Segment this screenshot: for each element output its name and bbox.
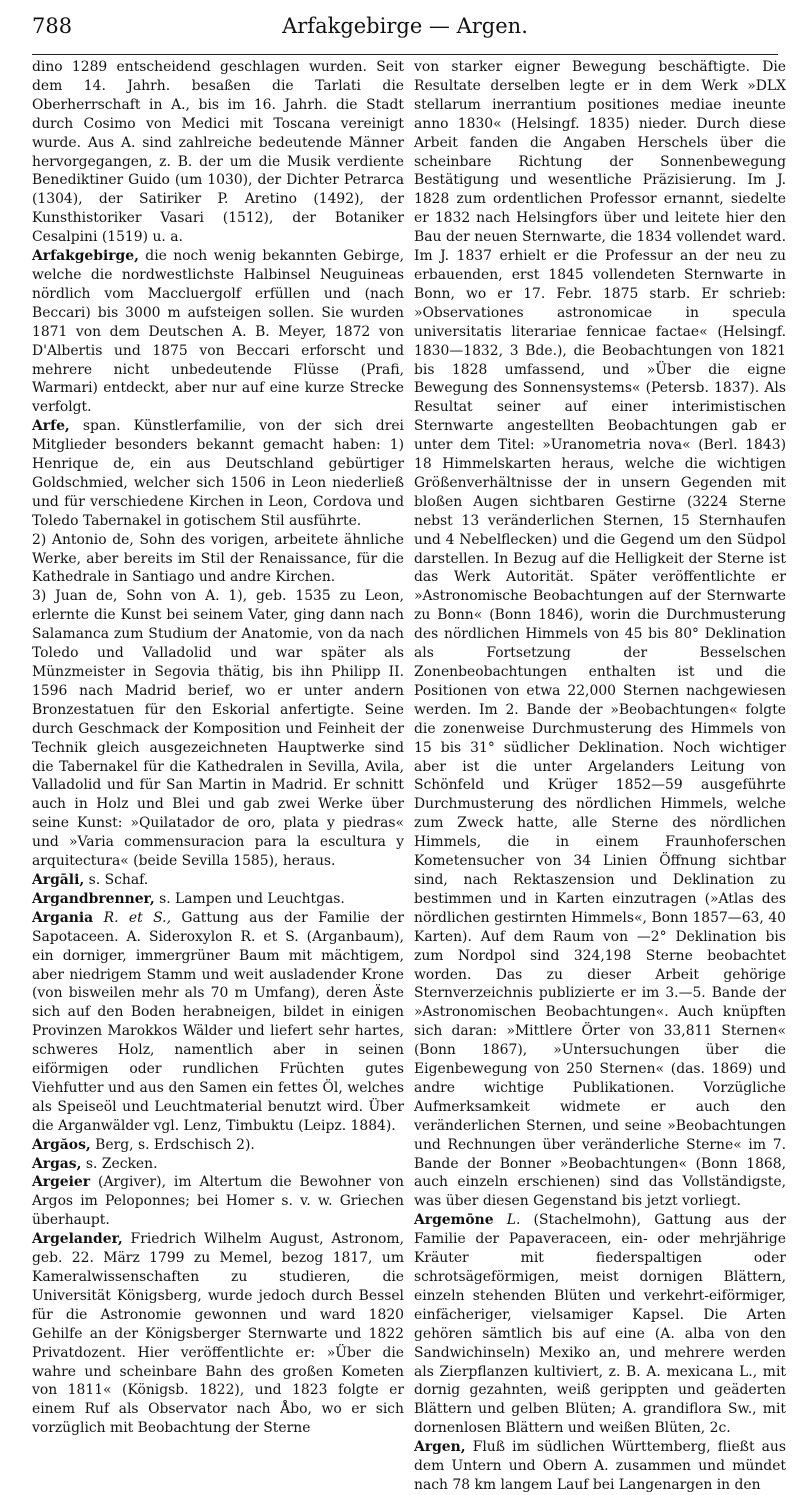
headword: Argelander, bbox=[32, 1231, 123, 1248]
headword: Argeier bbox=[32, 1174, 91, 1191]
headword: Argăos, bbox=[32, 1136, 91, 1153]
entry-argas: Argas, s. Zecken. bbox=[32, 1155, 158, 1172]
running-head: Arfakgebirge — Argen. bbox=[282, 14, 528, 38]
entry-arezzo-continuation: dino 1289 entscheidend geschlagen wurden. Seit dem 14. Jahrh. besaßen die Tarlati die Oberherrschaft in A., bis im 16. Jahrh. die Stadt durch Cosimo von Medici mit Toscana vereinigt wurde. Aus A. sind zahlreiche bedeutende Männer hervorgegangen, z. B. der um die Musik verdiente Benediktiner Guido (um 1030), der Dichter Petrarca (1304), der Satiriker P. Aretino (1492), der Kunsthistoriker Vasari (1512), der Botaniker Cesalpini (1519) u. a. bbox=[32, 59, 404, 246]
headword: Arfe, bbox=[32, 418, 70, 435]
page-header bbox=[32, 14, 778, 44]
entry-argeier: Argeier (Argiver), im Altertum die Bewohner von Argos im Peloponnes; bei Homer s. v. w. Griechen überhaupt. bbox=[32, 1174, 404, 1229]
entry-argen: Argen, Fluß im südlichen Württemberg, fließt aus dem Untern und Obern A. zusammen und mündet nach 78 km langem Lauf bei Langenargen in den bbox=[414, 1439, 786, 1493]
headword: Argemōne bbox=[414, 1212, 494, 1229]
entry-arfe-2: 2) Antonio de, Sohn des vorigen, arbeitete ähnliche Werke, aber bereits im Stil der Renaissance, für die Kathedrale in Santiago und andre Kirchen. bbox=[32, 531, 404, 586]
entry-argemone: Argemōne L. (Stachelmohn), Gattung aus der Familie der Papaveraceen, ein- oder mehrjährige Kräuter mit fiederspaltigen oder schrotsägeförmigen, meist dornigen Blättern, einzeln stehenden Blüten und verkehrt-eiförmiger, einfächeriger, vielsamiger Kapsel. Die Arten gehören sämtlich bis auf eine (A. alba von den Sandwichinseln) Mexiko an, und mehrere werden als Zierpflanzen kultiviert, z. B. A. mexicana L., mit dornig gezahnten, weiß gerippten und geäderten Blättern und gelben Blüten; A. grandiflora Sw., mit dornenlosen Blättern und weißen Blüten, 2c. bbox=[414, 1212, 786, 1437]
entry-argelander: Argelander, Friedrich Wilhelm August, Astronom, geb. 22. März 1799 zu Memel, bezog 1817, um Kameralwissenschaften zu studieren, die Universität Königsberg, wurde jedoch durch Bessel für die Astronomie gewonnen und ward 1820 Gehilfe an der Königsberger Sternwarte und 1822 Privatdozent. Hier veröffentlichte er: »Über die wahre und scheinbare Bahn des großen Kometen von 1811« (Königsb. 1822), und 1823 folgte er einem Ruf als Observator nach Åbo, wo er sich vorzüglich mit Beobachtung der Sterne bbox=[32, 1231, 404, 1437]
entry-argaos: Argăos, Berg, s. Erdschisch 2). bbox=[32, 1136, 255, 1153]
headword: Argāli, bbox=[32, 871, 85, 888]
headword: Arfakgebirge, bbox=[32, 248, 139, 265]
right-column bbox=[414, 58, 786, 1495]
entry-argelander-continuation: von starker eigner Bewegung beschäftigte. Die Resultate derselben legte er in dem Werk »DLX stellarum inerrantium positiones mediae ineunte anno 1830« (Helsingf. 1835) nieder. Durch diese Arbeit fanden die Angaben Herschels über die scheinbare Richtung der Sonnenbewegung Bestätigung und wesentliche Präzisierung. Im J. 1828 zum ordentlichen Professor ernannt, siedelte er 1832 nach Helsingfors über und leitete hier den Bau der neuen Sternwarte, die 1834 vollendet ward. Im J. 1837 erhielt er die Professur an der neu zu erbauenden, erst 1845 vollendeten Sternwarte in Bonn, wo er 17. Febr. 1875 starb. Er schrieb: »Observationes astronomicae in specula universitatis literariae fennicae factae« (Helsingf. 1830—1832, 3 Bde.), die Beobachtungen von 1821 bis 1828 umfassend, und »Über die eigne Bewegung des Sonnensystems« (Petersb. 1837). Als Resultat seiner auf einer interimistischen Sternwarte angestellten Beobachtungen gab er unter dem Titel: »Uranometria nova« (Berl. 1843) 18 Himmelskarten heraus, welche die wichtigen Größenverhältnisse der in unsern Gegenden mit bloßen Augen sichtbaren Gestirne (3224 Sterne nebst 13 veränderlichen Sternen, 15 Sternhaufen und 4 Nebelflecken) und die Gegend um den Südpol darstellen. In Bezug auf die Helligkeit der Sterne ist das Werk Autorität. Später veröffentlichte er »Astronomische Beobachtungen auf der Sternwarte zu Bonn« (Bonn 1846), worin die Durchmusterung des nördlichen Himmels von 45 bis 80° Deklination als Fortsetzung der Besselschen Zonenbeobachtungen enthalten ist und die Positionen von etwa 22,000 Sternen nachgewiesen werden. Im 2. Bande der »Beobachtungen« folgte die zonenweise Durchmusterung des Himmels von 15 bis 31° südlicher Deklination. Noch wichtiger aber ist die unter Argelanders Leitung von Schönfeld und Krüger 1852—59 ausgeführte Durchmusterung des nördlichen Himmels, welche zum Zweck hatte, alle Sterne des nördlichen Himmels, die in einem Fraunhoferschen Kometensucher von 34 Linien Öffnung sichtbar sind, nach Rektaszension und Deklination zu bestimmen und in Karten einzutragen (»Atlas des nördlichen gestirnten Himmels«, Bonn 1857—63, 40 Karten). Auf dem Raum von —2° Deklination bis zum Nordpol sind 324,198 Sterne beobachtet worden. Das zu dieser Arbeit gehörige Sternverzeichnis publizierte er im 3.—5. Bande der »Astronomischen Beobachtungen«. Auch knüpften sich daran: »Mittlere Örter von 33,811 Sternen« (Bonn 1867), »Untersuchungen über die Eigenbewegung von 250 Sternen« (das. 1869) und andre wichtige Publikationen. Vorzügliche Aufmerksamkeit widmete er auch den veränderlichen Sternen, und seine »Beobachtungen und Rechnungen über veränderliche Sterne« im 7. Bande der Bonner »Beobachtungen« (Bonn 1868, auch einzeln erschienen) sind das Vollständigste, was über diesen Gegenstand bis jetzt vorliegt. bbox=[414, 59, 786, 1210]
headword: Argandbrenner, bbox=[32, 890, 155, 907]
entry-arfe-3: 3) Juan de, Sohn von A. 1), geb. 1535 zu Leon, erlernte die Kunst bei seinem Vater, ging dann nach Salamanca zum Studium der Anatomie, von da nach Toledo und Valladolid und war später als Münzmeister in Segovia thätig, bis ihn Philipp II. 1596 nach Madrid berief, wo er unter andern Bronzestatuen für den Eskorial anfertigte. Seine durch Geschmack der Komposition und Feinheit der Technik gleich ausgezeichneten Hauptwerke sind die Tabernakel für die Kathedralen in Sevilla, Avila, Valladolid und für San Martin in Madrid. Er schnitt auch in Holz und Blei und gab zwei Werke über seine Kunst: »Quilatador de oro, plata y piedras« und »Varia commensuracion para la escultura y arquitectura« (beide Sevilla 1585), heraus. bbox=[32, 588, 404, 870]
headword: Argen, bbox=[414, 1439, 466, 1456]
entry-argandbrenner: Argandbrenner, s. Lampen und Leuchtgas. bbox=[32, 890, 345, 907]
entry-arfe: Arfe, span. Künstlerfamilie, von der sich drei Mitglieder besonders bekannt gemacht haben: 1) Henrique de, ein aus Deutschland gebürtiger Goldschmied, welcher sich 1506 in Leon niederließ und für verschiedene Kirchen in Leon, Cordova und Toledo Tabernakel in gotischem Stil ausführte. bbox=[32, 418, 404, 529]
headword: Argas, bbox=[32, 1155, 82, 1172]
entry-argali: Argāli, s. Schaf. bbox=[32, 871, 149, 888]
header-rule bbox=[32, 54, 778, 55]
entry-argania: Argania R. et S., Gattung aus der Familie der Sapotaceen. A. Sideroxylon R. et S. (Arganbaum), ein dorniger, immergrüner Baum mit mächtigem, aber niedrigem Stamm und weit ausladender Krone (von bisweilen mehr als 70 m Umfang), deren Äste sich auf den Boden herabneigen, bildet in einigen Provinzen Marokkos Wälder und liefert sehr hartes, schweres Holz, namentlich aber in seinen eiförmigen oder rundlichen Früchten gutes Viehfutter und aus den Samen ein fettes Öl, welches als Speiseöl und Leuchtmaterial benutzt wird. Über die Arganwälder vgl. Lenz, Timbuktu (Leipz. 1884). bbox=[32, 909, 404, 1134]
page-number: 788 bbox=[32, 14, 73, 38]
left-column bbox=[32, 58, 404, 1438]
headword: Argania bbox=[32, 909, 94, 926]
entry-arfakgebirge: Arfakgebirge, die noch wenig bekannten Gebirge, welche die nordwestlichste Halbinsel Neuguineas nördlich vom Maccluergolf erfüllen und (nach Beccari) bis 3000 m aufsteigen sollen. Sie wurden 1871 von dem Deutschen A. B. Meyer, 1872 von D'Albertis und 1875 von Beccari erforscht und mehrere nicht unbedeutende Flüsse (Prafi, Warmari) entdeckt, aber nur auf eine kurze Strecke verfolgt. bbox=[32, 248, 404, 416]
